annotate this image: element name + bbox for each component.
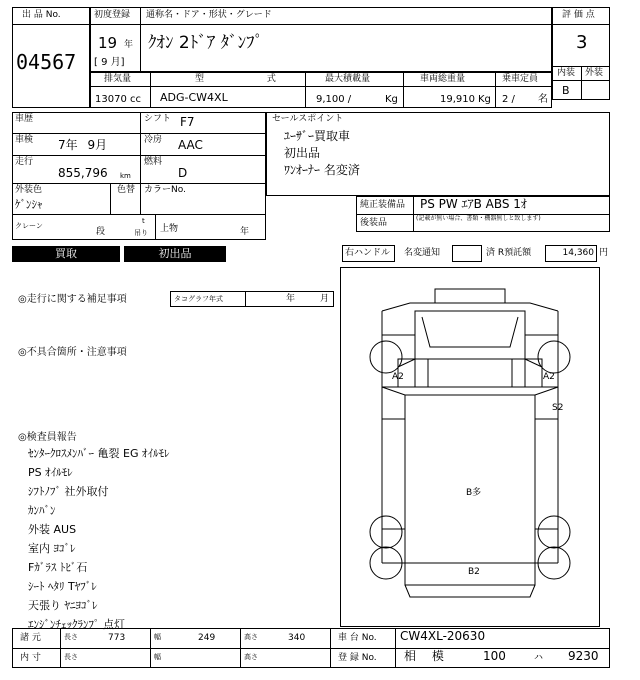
shift-label: シフト bbox=[144, 114, 172, 124]
inspector-line-3: ｼﾌﾄﾉﾌﾞ 社外取付 bbox=[28, 485, 109, 498]
ext-color-value: ｹﾞﾝｼｬ bbox=[15, 198, 43, 211]
width-label: 幅 bbox=[154, 633, 161, 641]
capacity-unit: 名 bbox=[538, 94, 548, 105]
mileage-value: 855,796 bbox=[58, 166, 108, 180]
mileage-label: 走行 bbox=[15, 157, 34, 167]
gross-weight-label: 車両総重量 bbox=[420, 74, 466, 84]
lot-number: 04567 bbox=[16, 50, 77, 74]
inspector-line-9: 天張り ﾔﾆﾖｺﾞﾚ bbox=[28, 599, 98, 612]
recycle-amount: 14,360 bbox=[562, 248, 594, 258]
inspector-line-5: 外装 AUS bbox=[28, 523, 77, 536]
max-load-unit: Kg bbox=[385, 94, 398, 105]
width-label-2: 幅 bbox=[154, 653, 161, 661]
exterior-label: 外装 bbox=[585, 68, 604, 78]
chassis-value: CW4XL-20630 bbox=[400, 629, 486, 643]
aircon-value: AAC bbox=[178, 138, 203, 152]
upper-year-unit: 年 bbox=[240, 227, 250, 237]
inspector-line-10: ｴﾝｼﾞﾝﾁｪｯｸﾗﾝﾌﾟ 点灯 bbox=[28, 618, 125, 631]
name-change-box bbox=[452, 245, 482, 262]
tacho-year-unit: 年 bbox=[286, 294, 296, 304]
sales-point-2: 初出品 bbox=[284, 146, 321, 160]
rating-label: 評 価 点 bbox=[562, 10, 595, 20]
mileage-unit: km bbox=[120, 172, 131, 180]
first-listing-tag: 初出品 bbox=[124, 246, 226, 262]
inspection-label: 車検 bbox=[15, 135, 34, 145]
crane-ton-unit: t bbox=[142, 217, 145, 225]
rating-value: 3 bbox=[576, 32, 588, 53]
gross-weight-unit: Kg bbox=[478, 94, 491, 105]
chassis-label: 車 台 No. bbox=[338, 633, 377, 643]
fuel-value: D bbox=[178, 166, 188, 180]
recycle-label: 済 R預託額 bbox=[486, 248, 532, 258]
mark-s2: S2 bbox=[552, 403, 564, 413]
model-label: 型 式 bbox=[195, 74, 306, 84]
color-code-label: カラーNo. bbox=[144, 185, 186, 195]
year-unit: 年 bbox=[124, 40, 134, 50]
lot-label: 出 品 No. bbox=[22, 10, 61, 20]
driving-label: ◎走行に関する補足事項 bbox=[18, 294, 127, 305]
inspector-line-4: ｶﾝﾊﾞﾝ bbox=[28, 504, 56, 517]
inspector-line-6: 室内 ﾖｺﾞﾚ bbox=[28, 542, 76, 555]
month-value: [ 9 月] bbox=[94, 57, 125, 68]
reg-label: 登 録 No. bbox=[338, 653, 377, 663]
aftermarket-note: (記載が無い場合、書類・機器無しと致します) bbox=[416, 215, 541, 222]
dims-label: 諸 元 bbox=[20, 633, 41, 643]
sales-point-1: ﾕｰｻﾞｰ買取車 bbox=[284, 129, 351, 143]
crane-stage-unit: 段 bbox=[96, 227, 106, 237]
sales-point-3: ﾜﾝｵｰﾅｰ 名変済 bbox=[284, 163, 360, 177]
ext-color-label: 外装色 bbox=[15, 185, 43, 195]
equipment-value: PS PW ｴｱB ABS 1ｵ bbox=[420, 197, 527, 211]
displacement-value: 13070 cc bbox=[95, 94, 141, 105]
length-label-2: 長さ bbox=[64, 653, 78, 661]
capacity-value: 2 / bbox=[502, 94, 515, 105]
mark-b-multi: B多 bbox=[466, 488, 482, 498]
tacho-month-unit: 月 bbox=[320, 294, 330, 304]
tacho-label: タコグラフ年式 bbox=[174, 295, 223, 303]
gross-weight-value: 19,910 bbox=[440, 94, 475, 105]
height-label: 高さ bbox=[244, 633, 258, 641]
aircon-label: 冷房 bbox=[144, 135, 163, 145]
year-value: 19 bbox=[98, 34, 118, 52]
width-value: 249 bbox=[198, 633, 216, 643]
model-value: ADG-CW4XL bbox=[160, 91, 228, 104]
car-name: ｸｵﾝ 2ﾄﾞｱ ﾀﾞﾝﾌﾟ bbox=[148, 33, 264, 53]
length-label: 長さ bbox=[64, 633, 78, 641]
interior-label: 内装 bbox=[557, 68, 576, 78]
reg-area: 相 模 bbox=[404, 649, 450, 663]
details-box bbox=[12, 112, 266, 240]
recycle-yen: 円 bbox=[599, 248, 609, 258]
capacity-label: 乗車定員 bbox=[502, 74, 539, 84]
color-change-label: 色替 bbox=[117, 185, 136, 195]
inspection-value: 7年 9月 bbox=[58, 138, 108, 152]
mark-b2: B2 bbox=[468, 567, 480, 577]
equipment-label: 純正装備品 bbox=[360, 200, 406, 210]
name-change-label: 名変通知 bbox=[404, 248, 441, 258]
first-reg-label: 初度登録 bbox=[94, 10, 131, 20]
mark-a2-left: A2 bbox=[392, 372, 404, 382]
name-label: 通称名・ドア・形状・グレード bbox=[146, 10, 272, 20]
aftermarket-label: 後装品 bbox=[360, 218, 388, 228]
upper-label: 上物 bbox=[160, 224, 179, 234]
reg-class: 100 bbox=[483, 649, 506, 663]
interior-grade: B bbox=[562, 84, 570, 97]
inspector-line-2: PS ｵｲﾙﾓﾚ bbox=[28, 466, 73, 479]
inspector-line-8: ｼｰﾄ ﾍﾀﾘ Tﾔﾌﾞﾚ bbox=[28, 580, 97, 593]
shift-value: F7 bbox=[180, 115, 195, 129]
buyout-tag: 買取 bbox=[12, 246, 120, 262]
displacement-label: 排気量 bbox=[104, 74, 132, 84]
height-label-2: 高さ bbox=[244, 653, 258, 661]
sales-label: セールスポイント bbox=[272, 114, 344, 124]
reg-number: 9230 bbox=[568, 649, 599, 663]
max-load-label: 最大積載量 bbox=[325, 74, 371, 84]
reg-kana: ハ bbox=[534, 653, 544, 663]
inspector-line-7: Fｶﾞﾗｽ ﾄﾋﾞ石 bbox=[28, 561, 88, 574]
interior-dims-label: 内 寸 bbox=[20, 653, 41, 663]
inspector-label: ◎検査員報告 bbox=[18, 432, 77, 443]
mark-a2-right: A2 bbox=[543, 372, 555, 382]
handle-label: 右ハンドル bbox=[345, 248, 391, 258]
defects-label: ◎不具合箇所・注意事項 bbox=[18, 347, 127, 358]
history-label: 車歴 bbox=[15, 114, 34, 124]
crane-lift-unit: 吊り bbox=[134, 229, 148, 237]
height-value: 340 bbox=[288, 633, 306, 643]
fuel-label: 燃料 bbox=[144, 157, 163, 167]
crane-label: クレーン bbox=[15, 222, 43, 230]
length-value: 773 bbox=[108, 633, 126, 643]
max-load-value: 9,100 / bbox=[316, 94, 352, 105]
inspector-line-1: ｾﾝﾀｰｸﾛｽﾒﾝﾊﾞｰ 亀裂 EG ｵｲﾙﾓﾚ bbox=[28, 447, 170, 460]
